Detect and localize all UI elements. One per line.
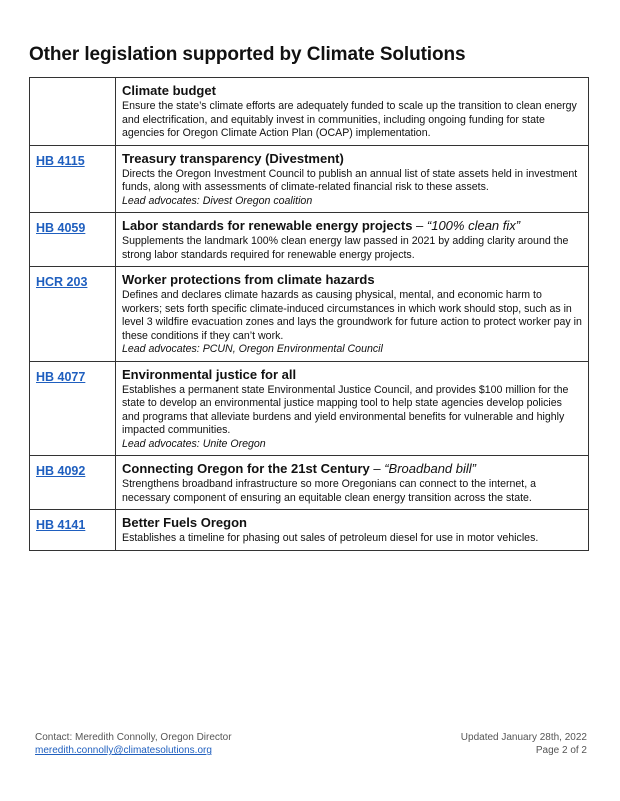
bill-title-text: Climate budget	[122, 83, 216, 98]
page-title: Other legislation supported by Climate Solutions	[29, 44, 466, 65]
lead-advocates: Lead advocates: Divest Oregon coalition	[122, 194, 313, 207]
bill-title-text: Labor standards for renewable energy projects	[122, 218, 413, 233]
bill-number-cell	[30, 145, 116, 213]
bill-link[interactable]: HB 4059	[36, 221, 86, 235]
bill-number-cell	[30, 267, 116, 362]
bill-link[interactable]: HB 4092	[36, 464, 86, 478]
bill-title-text: Connecting Oregon for the 21st Century	[122, 461, 370, 476]
bill-title	[122, 82, 582, 99]
bill-title	[122, 366, 582, 383]
bill-nickname: “100% clean fix”	[426, 218, 521, 233]
page-number: Page 2 of 2	[535, 745, 587, 756]
bill-description: Defines and declares climate hazards as causing physical, mental, and economic harm to workers; sets forth specific climate-induced circumstances in which work should stop, such as in level 3 wildfire evacuation zones and lays the groundwork for future action to protect worker pay in these conditions if they can’t work.	[122, 289, 582, 342]
bill-number-cell	[30, 78, 116, 146]
bill-title	[122, 271, 582, 288]
bill-description: Establishes a permanent state Environmental Justice Council, and provides $100 million for the state to develop an environmental justice mapping tool to help state agencies develop policies and programs that alleviate burdens and yield environmental benefits for vulnerable and highly impacted communities.	[122, 383, 569, 436]
bill-title-text: Worker protections from climate hazards	[122, 272, 375, 287]
bill-title	[122, 514, 582, 531]
table-row	[30, 78, 589, 146]
bill-description-cell	[116, 267, 589, 362]
bill-description: Directs the Oregon Investment Council to publish an annual list of state assets held in investment funds, along with assessments of climate-related financial risk to these assets.	[122, 167, 578, 193]
table-row	[30, 267, 589, 362]
bill-title-text: Environmental justice for all	[122, 366, 297, 382]
bill-description-cell	[116, 456, 589, 510]
bill-description-cell	[116, 361, 589, 456]
bill-title-text: Better Fuels Oregon	[122, 515, 247, 530]
bill-link[interactable]: HB 4141	[36, 518, 86, 532]
table-row	[30, 510, 589, 551]
bill-description: Establishes a timeline for phasing out sales of petroleum diesel for use in motor vehicles.	[122, 532, 539, 544]
table-row	[30, 145, 589, 213]
table-row	[30, 456, 589, 510]
bill-number-cell	[30, 456, 116, 510]
table-row	[30, 213, 589, 267]
legislation-table	[29, 77, 589, 551]
lead-advocates: Lead advocates: Unite Oregon	[122, 437, 266, 450]
bill-title	[122, 460, 582, 477]
bill-description-cell	[116, 510, 589, 551]
bill-nickname: “Broadband bill”	[384, 461, 476, 476]
bill-description: Supplements the landmark 100% clean energy law passed in 2021 by adding clarity around the strong labor standards required for renewable energy projects.	[122, 235, 569, 261]
bill-number-cell	[30, 510, 116, 551]
title-dash: –	[412, 218, 427, 233]
updated-date: Updated January 28th, 2022	[460, 732, 587, 743]
footer-contact	[35, 731, 232, 757]
bill-description: Strengthens broadband infrastructure so more Oregonians can connect to the internet, a necessary component of ensuring an equitable clean energy transition across the state.	[122, 478, 536, 504]
footer-meta	[461, 731, 587, 757]
bill-link[interactable]: HCR 203	[36, 275, 88, 289]
bill-link[interactable]: HB 4115	[36, 153, 85, 168]
bill-title	[122, 217, 582, 234]
bill-description-cell	[116, 145, 589, 213]
bill-title-text: Treasury transparency (Divestment)	[122, 150, 344, 166]
bill-description-cell	[116, 78, 589, 146]
bill-link[interactable]: HB 4077	[36, 369, 86, 384]
bill-description-cell	[116, 213, 589, 267]
bill-number-cell	[30, 361, 116, 456]
table-row	[30, 361, 589, 456]
lead-advocates: Lead advocates: PCUN, Oregon Environmental Council	[122, 343, 383, 355]
bill-description: Ensure the state’s climate efforts are adequately funded to scale up the transition to clean energy and electrification, and equitably invest in communities, including ongoing funding for state agencies for Oregon Climate Action Plan (OCAP) implementation.	[122, 100, 577, 139]
title-dash: –	[369, 461, 385, 476]
bill-title	[122, 150, 582, 167]
contact-email-link[interactable]: meredith.connolly@climatesolutions.org	[35, 745, 212, 756]
contact-text: Contact: Meredith Connolly, Oregon Director	[35, 732, 232, 743]
bill-number-cell	[30, 213, 116, 267]
